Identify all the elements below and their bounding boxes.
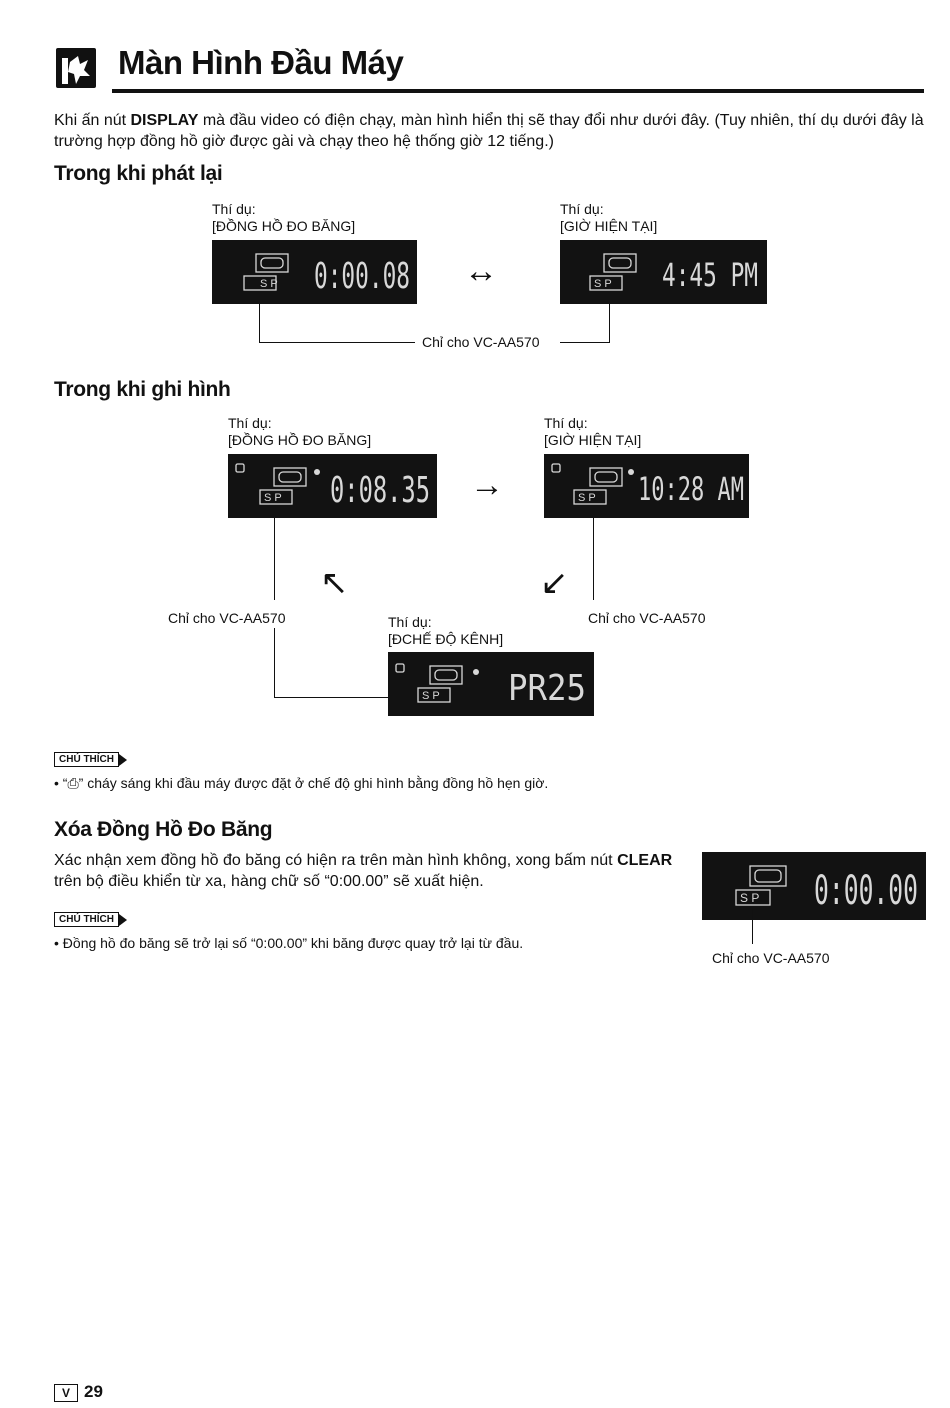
playback-heading: Trong khi phát lại	[54, 162, 223, 185]
only-for-model-label: Chỉ cho VC-AA570	[422, 334, 540, 350]
channel-digits: PR25	[508, 668, 586, 709]
intro-paragraph: Khi ấn nút DISPLAY mà đầu video có điện chạy, màn hình hiển thị sẽ thay đổi như dưới đây. (Tuy nhiên, thí dụ dưới đây là trường hợp đồng hồ giờ được gài và chạy theo hệ thống giờ 12 tiếng.)	[54, 112, 924, 150]
recording-right-label: Thí dụ: [GIỜ HIỆN TẠI]	[544, 415, 642, 448]
playback-left-label: Thí dụ: [ĐỒNG HỒ ĐO BĂNG]	[212, 201, 356, 234]
sp-indicator: S P	[260, 278, 278, 290]
lcd-channel-mode	[388, 652, 594, 716]
only-for-model-label-left: Chỉ cho VC-AA570	[168, 610, 286, 626]
note-arrow-icon	[119, 914, 127, 926]
section-icon	[56, 48, 96, 88]
lcd-tape-counter-rec	[228, 454, 437, 518]
language-badge: V	[54, 1384, 78, 1402]
lcd-current-time-play	[560, 240, 767, 304]
note-badge-1: CHÚ THÍCH	[54, 752, 127, 767]
up-left-arrow: ↖	[320, 564, 349, 602]
sp-indicator: S P	[422, 690, 440, 702]
sp-indicator: S P	[264, 492, 282, 504]
page-number: 29	[84, 1382, 103, 1401]
sp-indicator: S P	[740, 891, 760, 905]
tape-counter-digits: 0:00.08	[314, 256, 410, 297]
bidirectional-arrow: ↔	[464, 252, 498, 290]
only-for-model-label-right: Chỉ cho VC-AA570	[588, 610, 706, 626]
current-time-digits: 4:45 PM	[662, 256, 758, 294]
playback-right-label: Thí dụ: [GIỜ HIỆN TẠI]	[560, 201, 658, 234]
lcd-current-time-rec	[544, 454, 749, 518]
right-arrow: →	[470, 466, 504, 504]
sp-indicator: S P	[594, 278, 612, 290]
note-badge-2: CHÚ THÍCH	[54, 912, 127, 927]
recording-left-label: Thí dụ: [ĐỒNG HỒ ĐO BĂNG]	[228, 415, 372, 448]
lcd-tape-counter-play	[212, 240, 417, 304]
title-rule	[112, 89, 924, 93]
recording-heading: Trong khi ghi hình	[54, 378, 231, 401]
page-title: Màn Hình Đầu Máy	[118, 44, 404, 81]
tape-counter-digits: 0:08.35	[330, 470, 430, 511]
clear-paragraph: Xác nhận xem đồng hồ đo băng có hiện ra trên màn hình không, xong bấm nút CLEAR trên bộ điều khiển từ xa, hàng chữ số “0:00.00” sẽ xuất hiện.	[54, 852, 673, 890]
sp-indicator: S P	[578, 492, 596, 504]
only-for-model-label-clear: Chỉ cho VC-AA570	[712, 950, 830, 966]
note-1-text: • “⎙” cháy sáng khi đầu máy được đặt ở chế độ ghi hình bằng đồng hồ hẹn giờ.	[54, 775, 549, 791]
lcd-tape-counter-clear	[702, 852, 926, 920]
down-left-arrow: ↙	[540, 564, 569, 602]
note-arrow-icon	[119, 754, 127, 766]
clear-heading: Xóa Đồng Hồ Đo Băng	[54, 818, 273, 841]
recording-bottom-label: Thí dụ: [ĐCHẾ ĐỘ KÊNH]	[388, 614, 504, 647]
current-time-digits: 10:28 AM	[638, 470, 744, 508]
note-2-text: • Đồng hồ đo băng sẽ trở lại số “0:00.00” khi băng được quay trở lại từ đầu.	[54, 935, 524, 951]
tape-counter-digits: 0:00.00	[814, 868, 918, 914]
